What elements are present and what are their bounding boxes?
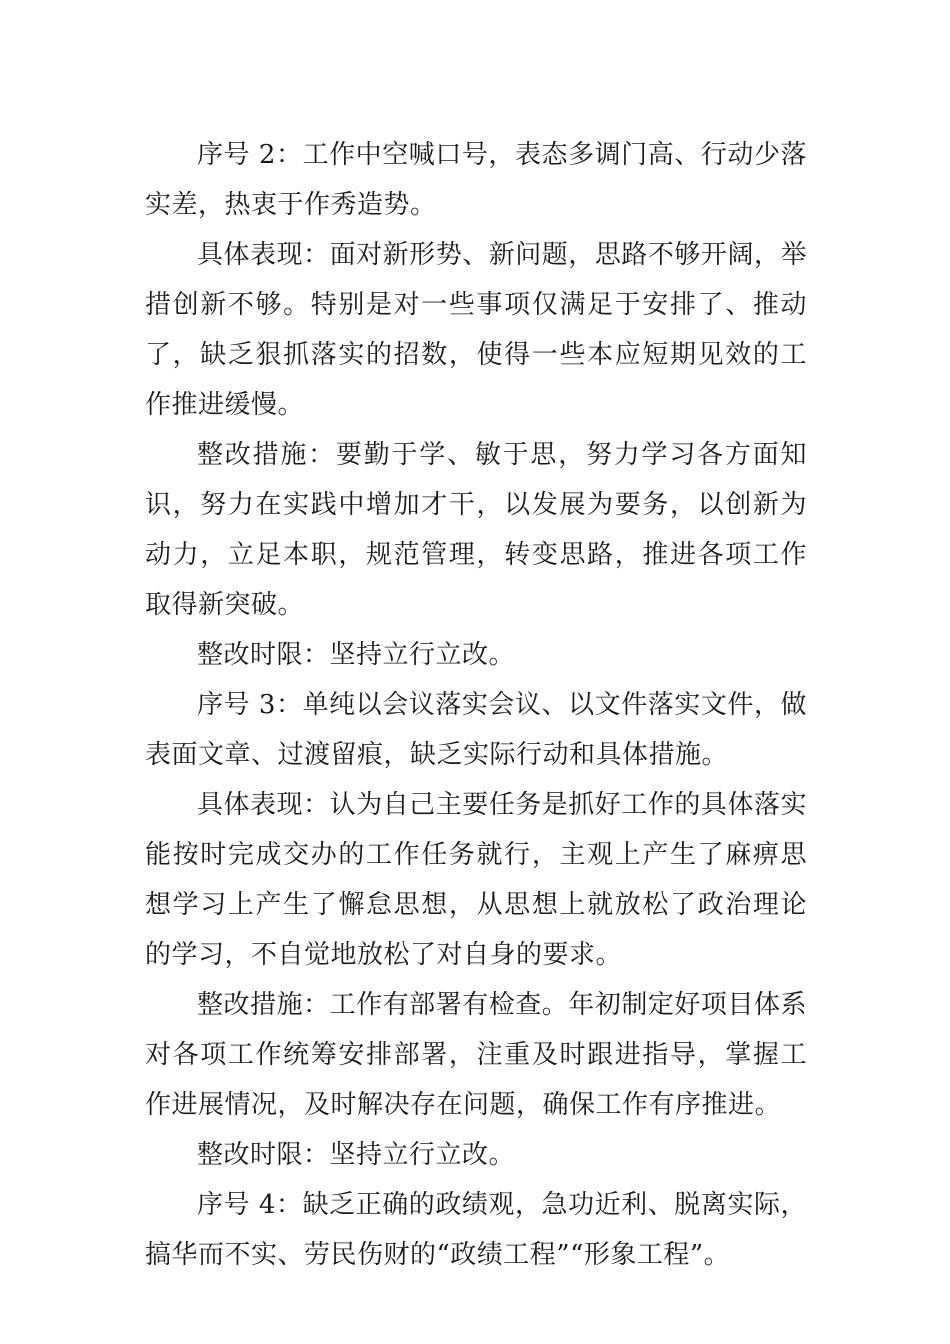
paragraph-item-4-heading: 序号 4：缺乏正确的政绩观，急功近利、脱离实际，搞华而不实、劳民伤财的“政绩工程”“形象工程”。 xyxy=(145,1190,807,1270)
paragraph-item-3-heading: 序号 3：单纯以会议落实会议、以文件落实文件，做表面文章、过渡留痕，缺乏实际行动和具体措施。 xyxy=(145,690,807,770)
document-body xyxy=(145,130,807,1280)
paragraph-item-2-heading: 序号 2：工作中空喊口号，表态多调门高、行动少落实差，热衷于作秀造势。 xyxy=(145,140,807,220)
paragraph-item-2-deadline: 整改时限：坚持立行立改。 xyxy=(197,640,516,670)
paragraph-item-3-measures: 整改措施：工作有部署有检查。年初制定好项目体系对各项工作统筹安排部署，注重及时跟进指导，掌握工作进展情况，及时解决存在问题，确保工作有序推进。 xyxy=(145,990,807,1120)
paragraph-item-3-deadline: 整改时限：坚持立行立改。 xyxy=(197,1140,516,1170)
paragraph-item-2-manifestation: 具体表现：面对新形势、新问题，思路不够开阔，举措创新不够。特别是对一些事项仅满足于安排了、推动了，缺乏狠抓落实的招数，使得一些本应短期见效的工作推进缓慢。 xyxy=(145,240,807,420)
paragraph-item-3-manifestation: 具体表现：认为自己主要任务是抓好工作的具体落实能按时完成交办的工作任务就行，主观上产生了麻痹思想学习上产生了懈怠思想，从思想上就放松了政治理论的学习，不自觉地放松了对自身的要求。 xyxy=(145,790,807,970)
paragraph-item-2-measures: 整改措施：要勤于学、敏于思，努力学习各方面知识，努力在实践中增加才干，以发展为要务，以创新为动力，立足本职，规范管理，转变思路，推进各项工作取得新突破。 xyxy=(145,440,807,620)
